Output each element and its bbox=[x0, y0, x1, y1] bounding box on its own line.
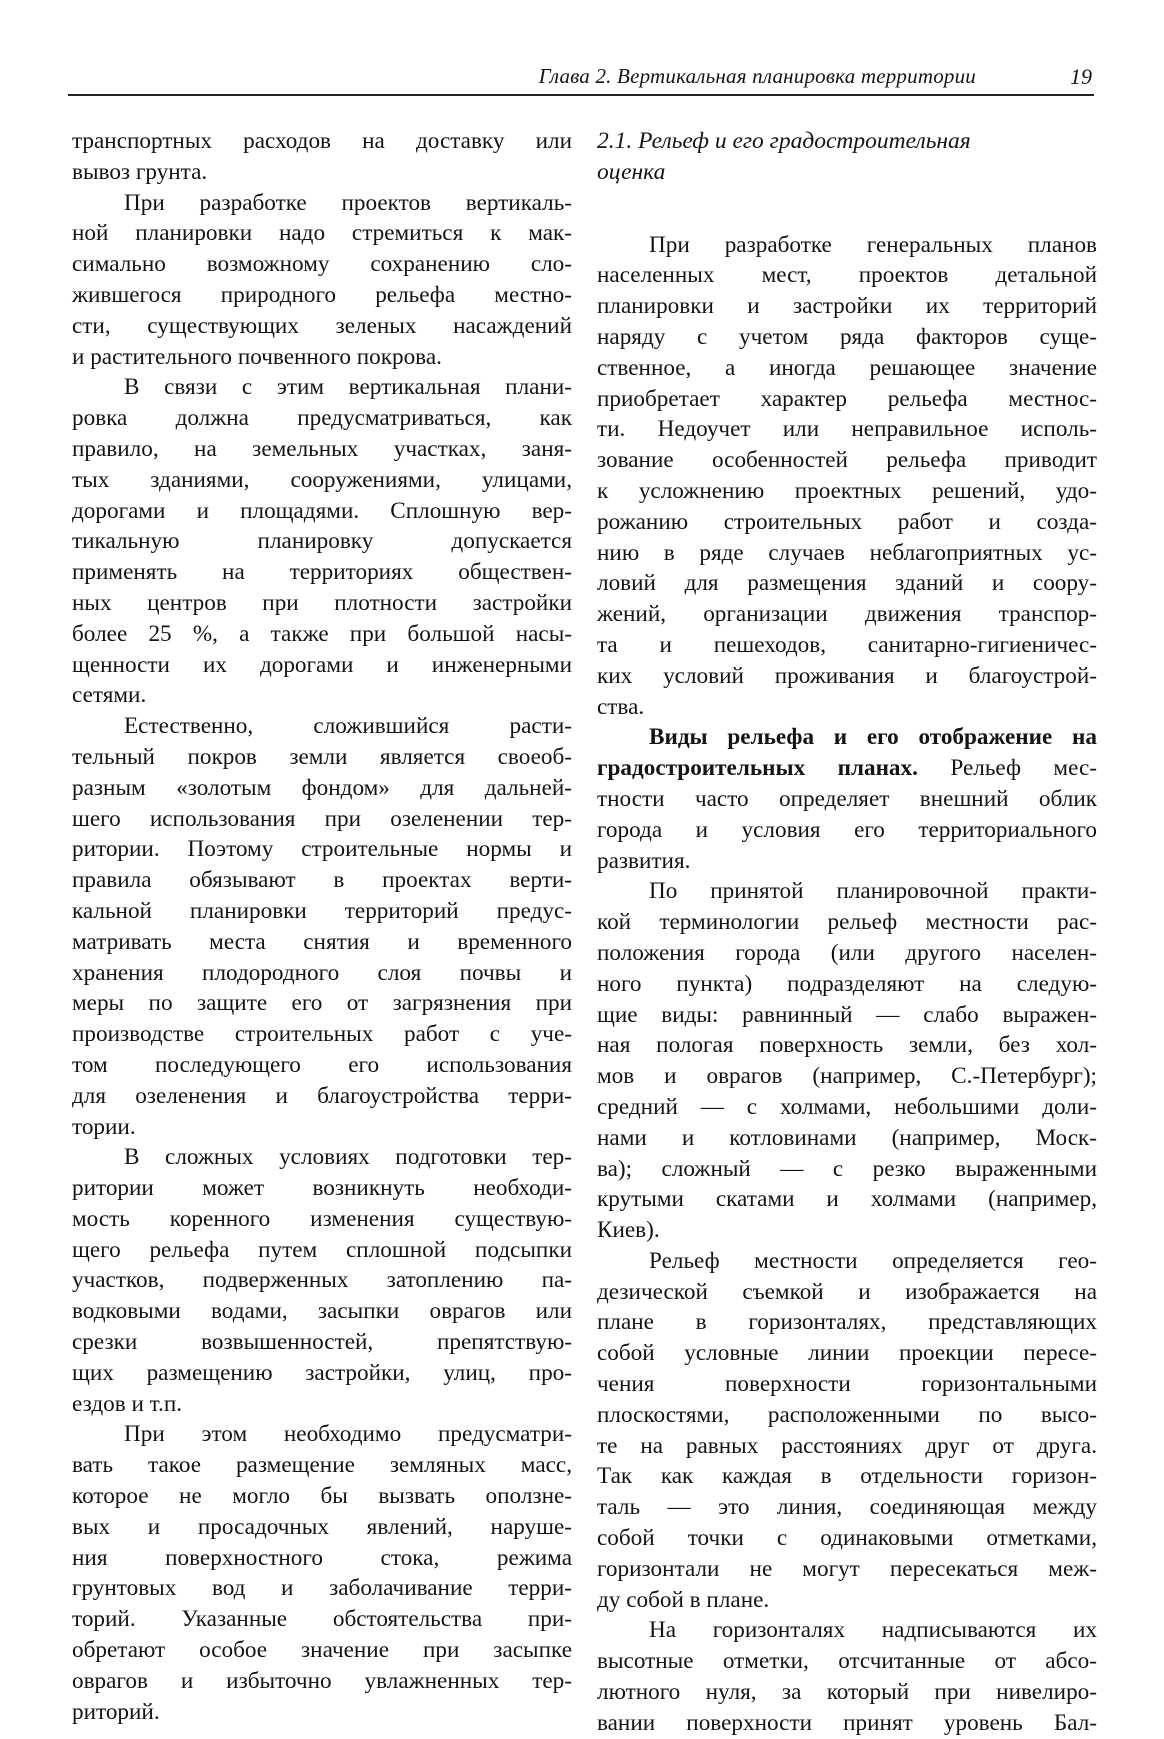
text-line: плане в горизонталях, представляющих bbox=[597, 1309, 1097, 1336]
text-line: населенных мест, проектов детальной bbox=[597, 262, 1097, 289]
section-title: 2.1. Рельеф и его градостроительная bbox=[597, 128, 971, 154]
text-line: ду собой в плане. bbox=[597, 1586, 770, 1613]
text-line: собой точки с одинаковыми отметками, bbox=[597, 1525, 1097, 1552]
text-line: вых и просадочных явлений, наруше- bbox=[72, 1513, 572, 1540]
text-line: ства. bbox=[597, 693, 645, 720]
text-line: лютного нуля, за который при нивелиро- bbox=[597, 1679, 1097, 1706]
text-line: ной планировки надо стремиться к мак- bbox=[72, 220, 572, 247]
text-line: тности часто определяет внешний облик bbox=[597, 785, 1097, 812]
text-line: разным «золотым фондом» для дальней- bbox=[72, 774, 572, 801]
text-line: высотные отметки, отсчитанные от абсо- bbox=[597, 1648, 1097, 1675]
text-line: щего рельефа путем сплошной подсыпки bbox=[72, 1236, 572, 1263]
subheading-trailing-text: Рельеф мес- bbox=[917, 755, 1097, 782]
text-line: города и условия его территориального bbox=[597, 816, 1097, 843]
text-line: оврагов и избыточно увлажненных тер- bbox=[72, 1667, 572, 1694]
text-line: нию в ряде случаев неблагоприятных ус- bbox=[597, 539, 1097, 566]
text-line: и растительного почвенного покрова. bbox=[72, 343, 442, 370]
section-spacing bbox=[597, 188, 1097, 230]
text-line: грунтовых вод и заболачивание терри- bbox=[72, 1575, 572, 1602]
running-title: Глава 2. Вертикальная планировка территории bbox=[538, 64, 976, 88]
text-line: планировки и застройки их территорий bbox=[597, 293, 1097, 320]
page-number: 19 bbox=[1070, 64, 1092, 89]
text-line: ездов и т.п. bbox=[72, 1390, 183, 1417]
text-line: дезической съемкой и изображается на bbox=[597, 1278, 1097, 1305]
text-line: правило, на земельных участках, заня- bbox=[72, 435, 572, 462]
text-line: производстве строительных работ с уче- bbox=[72, 1021, 572, 1048]
left-column bbox=[72, 126, 572, 1727]
text-line: щенности их дорогами и инженерными bbox=[72, 651, 572, 678]
text-line: ловий для размещения зданий и соору- bbox=[597, 570, 1097, 597]
text-line: те на равных расстояниях друг от друга. bbox=[597, 1432, 1097, 1459]
text-line: риторий. bbox=[72, 1698, 160, 1725]
text-line: горизонтали не могут пересекаться меж- bbox=[597, 1555, 1097, 1582]
text-line: сти, существующих зеленых насаждений bbox=[72, 312, 572, 339]
text-line: мость коренного изменения существую- bbox=[72, 1205, 572, 1232]
paragraph-start-line: При этом необходимо предусматри- bbox=[124, 1421, 572, 1448]
text-line: ти. Недоучет или неправильное исполь- bbox=[597, 416, 1097, 443]
text-line: транспортных расходов на доставку или bbox=[72, 128, 572, 154]
text-line: тельный покров земли является своеоб- bbox=[72, 743, 572, 770]
text-line: развития. bbox=[597, 847, 691, 874]
text-line: ная пологая поверхность земли, без хол- bbox=[597, 1032, 1097, 1059]
right-column bbox=[597, 126, 1097, 1739]
text-line: жившегося природного рельефа местно- bbox=[72, 281, 572, 308]
text-line: ния поверхностного стока, режима bbox=[72, 1544, 572, 1571]
paragraph-start-line: Рельеф местности определяется гео- bbox=[649, 1247, 1097, 1274]
text-line: жений, организации движения транспор- bbox=[597, 601, 1097, 628]
text-line: щих размещению застройки, улиц, про- bbox=[72, 1359, 572, 1386]
text-line: крутыми скатами и холмами (например, bbox=[597, 1186, 1097, 1213]
paragraph-start-line: В сложных условиях подготовки тер- bbox=[124, 1144, 572, 1171]
running-header bbox=[68, 62, 1094, 96]
text-line: рожанию строительных работ и созда- bbox=[597, 508, 1097, 535]
text-line: применять на территориях обществен- bbox=[72, 559, 572, 586]
text-line: Так как каждая в отдельности горизон- bbox=[597, 1463, 1097, 1490]
paragraph-start-line: В связи с этим вертикальная плани- bbox=[124, 374, 572, 401]
text-line: вывоз грунта. bbox=[72, 158, 208, 185]
text-line: матривать места снятия и временного bbox=[72, 928, 572, 955]
text-line: водковыми водами, засыпки оврагов или bbox=[72, 1298, 572, 1325]
paragraph-start-line: Естественно, сложившийся расти- bbox=[124, 713, 572, 740]
paragraph-start-line: При разработке проектов вертикаль- bbox=[124, 189, 572, 216]
text-line: ственное, а иногда решающее значение bbox=[597, 354, 1097, 381]
text-line: нами и котловинами (например, Моск- bbox=[597, 1124, 1097, 1151]
text-line: мов и оврагов (например, С.-Петербург); bbox=[597, 1063, 1097, 1090]
text-line: правила обязывают в проектах верти- bbox=[72, 867, 572, 894]
text-line: та и пешеходов, санитарно-гигиеничес- bbox=[597, 631, 1097, 658]
paragraph-start-line: При разработке генеральных планов bbox=[649, 231, 1097, 258]
paragraph-start-line: На горизонталях надписываются их bbox=[649, 1617, 1097, 1644]
text-line: наряду с учетом ряда факторов суще- bbox=[597, 323, 1097, 350]
text-line: шего использования при озеленении тер- bbox=[72, 805, 572, 832]
text-line: хранения плодородного слоя почвы и bbox=[72, 959, 572, 986]
text-line: ровка должна предусматриваться, как bbox=[72, 405, 572, 432]
text-line: ритории может возникнуть необходи- bbox=[72, 1175, 572, 1202]
text-line: дорогами и площадями. Сплошную вер- bbox=[72, 497, 572, 524]
text-line: чения поверхности горизонтальными bbox=[597, 1371, 1097, 1398]
text-line: ких условий проживания и благоустрой- bbox=[597, 662, 1097, 689]
text-line: положения города (или другого населен- bbox=[597, 939, 1097, 966]
text-line: симально возможному сохранению сло- bbox=[72, 251, 572, 278]
text-line: тых зданиями, сооружениями, улицами, bbox=[72, 466, 572, 493]
subheading-line-continued bbox=[597, 753, 1097, 784]
text-line: приобретает характер рельефа местнос- bbox=[597, 385, 1097, 412]
subheading-bold-text: градостроительных планах. bbox=[597, 755, 918, 782]
text-line: ного пункта) подразделяют на следую- bbox=[597, 970, 1097, 997]
text-line: таль — это линия, соединяющая между bbox=[597, 1494, 1097, 1521]
text-line: ритории. Поэтому строительные нормы и bbox=[72, 836, 572, 863]
text-line: которое не могло бы вызвать оползне- bbox=[72, 1483, 572, 1510]
text-line: к усложнению проектных решений, удо- bbox=[597, 477, 1097, 504]
text-line: ва); сложный — с резко выраженными bbox=[597, 1155, 1097, 1182]
subheading-line: Виды рельефа и его отображение на bbox=[649, 724, 1097, 751]
text-line: плоскостями, расположенными по высо- bbox=[597, 1401, 1097, 1428]
text-line: кой терминологии рельеф местности рас- bbox=[597, 909, 1097, 936]
text-line: зование особенностей рельефа приводит bbox=[597, 447, 1097, 474]
text-line: собой условные линии проекции пересе- bbox=[597, 1340, 1097, 1367]
text-line: срезки возвышенностей, препятствую- bbox=[72, 1329, 572, 1356]
text-line: средний — с холмами, небольшими доли- bbox=[597, 1093, 1097, 1120]
text-line: Киев). bbox=[597, 1217, 660, 1244]
text-line: торий. Указанные обстоятельства при- bbox=[72, 1606, 572, 1633]
section-title-continued: оценка bbox=[597, 158, 666, 185]
text-line: более 25 %, а также при большой насы- bbox=[72, 620, 572, 647]
text-line: щие виды: равнинный — слабо выражен- bbox=[597, 1001, 1097, 1028]
text-line: для озеленения и благоустройства терри- bbox=[72, 1082, 572, 1109]
text-line: меры по защите его от загрязнения при bbox=[72, 990, 572, 1017]
text-line: вать такое размещение земляных масс, bbox=[72, 1452, 572, 1479]
text-line: ных центров при плотности застройки bbox=[72, 589, 572, 616]
text-line: том последующего его использования bbox=[72, 1051, 572, 1078]
text-line: вании поверхности принят уровень Бал- bbox=[597, 1709, 1097, 1736]
text-line: обретают особое значение при засыпке bbox=[72, 1637, 572, 1664]
text-line: тории. bbox=[72, 1113, 136, 1140]
text-line: участков, подверженных затоплению па- bbox=[72, 1267, 572, 1294]
text-line: кальной планировки территорий предус- bbox=[72, 897, 572, 924]
paragraph-start-line: По принятой планировочной практи- bbox=[649, 878, 1097, 905]
text-line: тикальную планировку допускается bbox=[72, 528, 572, 555]
text-line: сетями. bbox=[72, 682, 147, 709]
